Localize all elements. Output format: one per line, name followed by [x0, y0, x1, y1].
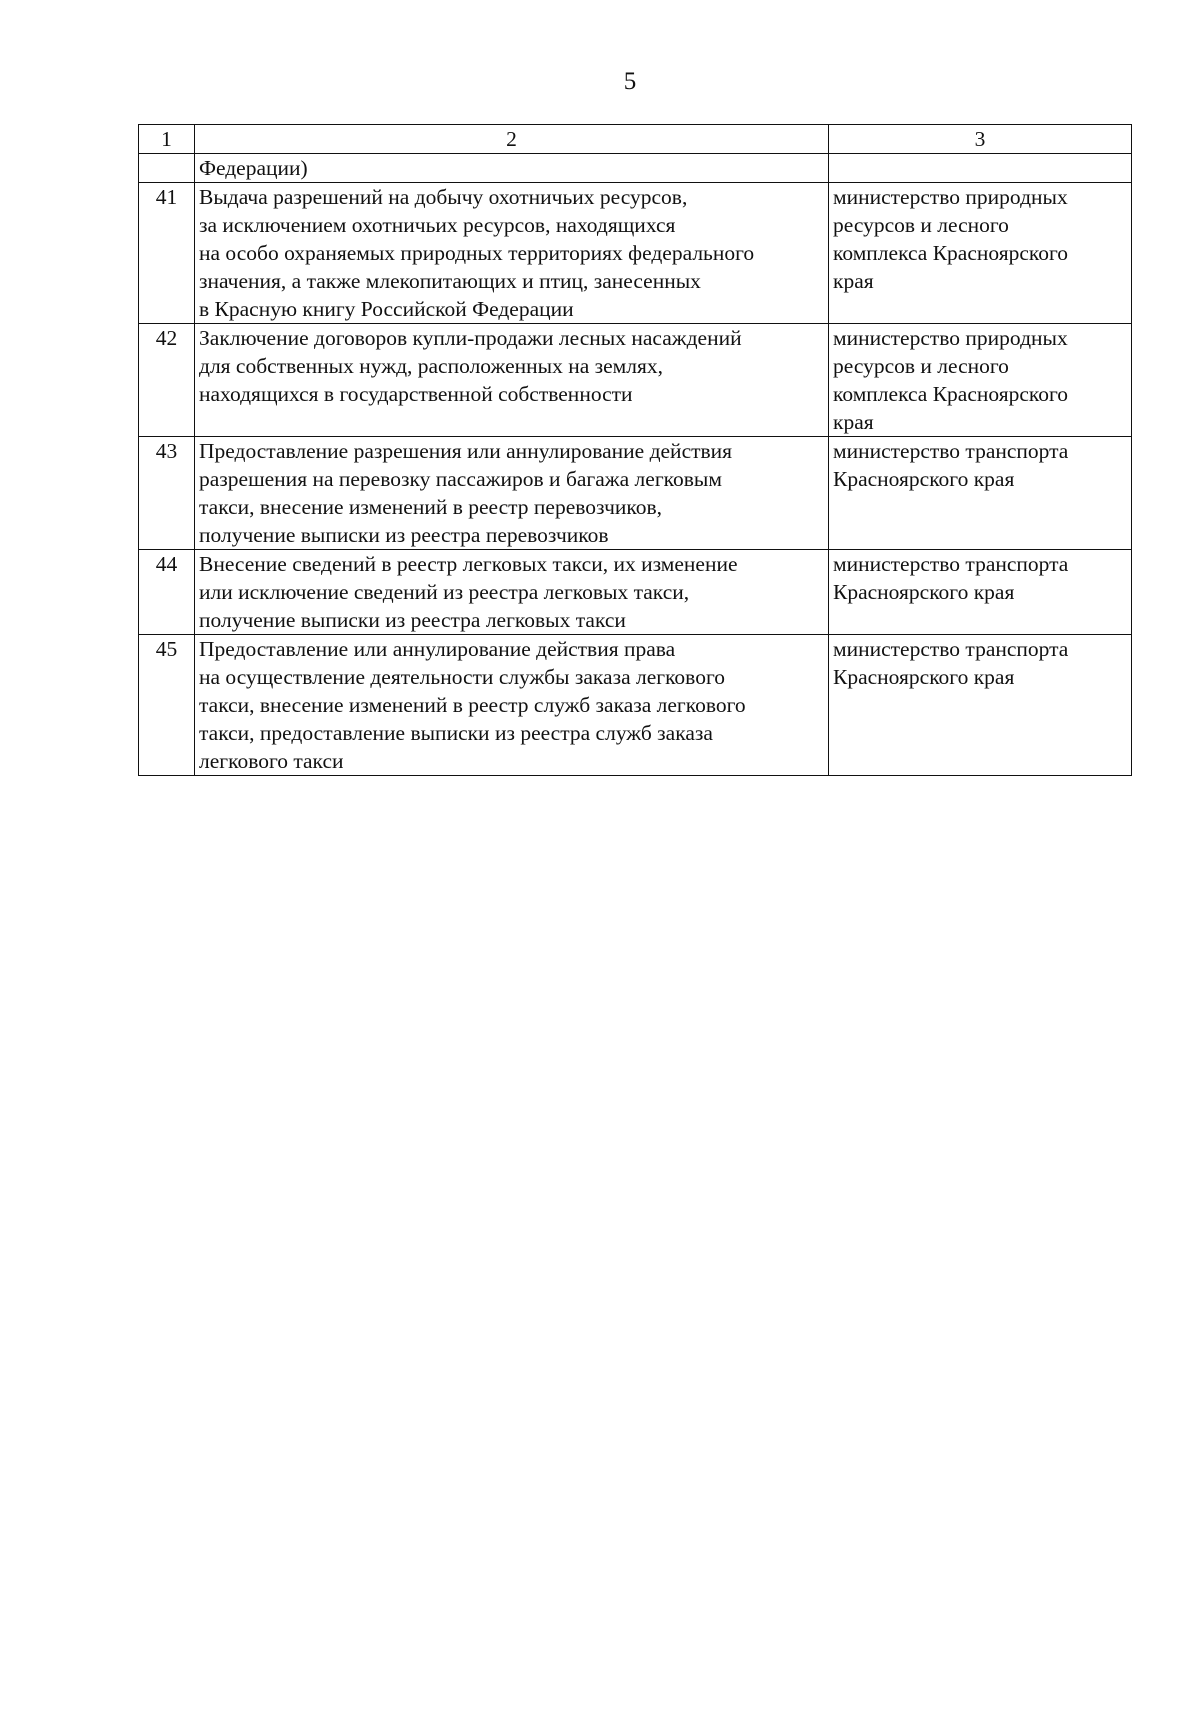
responsible-authority: министерство транспорта Красноярского края: [829, 550, 1132, 635]
row-number: [139, 154, 195, 183]
row-number: 44: [139, 550, 195, 635]
page-number: 5: [623, 68, 637, 95]
row-number: 45: [139, 635, 195, 776]
table-header-row: [139, 125, 1132, 154]
responsible-authority: министерство транспорта Красноярского края: [829, 437, 1132, 550]
service-description: Выдача разрешений на добычу охотничьих ресурсов, за исключением охотничьих ресурсов, находящихся на особо охраняемых природных территориях федерального значения, а также млекопитающих и птиц, занесенных в Красную книгу Российской Федерации: [195, 183, 829, 324]
column-header-authority: 3: [829, 125, 1132, 154]
service-description: Внесение сведений в реестр легковых такси, их изменение или исключение сведений из реестра легковых такси, получение выписки из реестра легковых такси: [195, 550, 829, 635]
responsible-authority: министерство природных ресурсов и лесного комплекса Красноярского края: [829, 324, 1132, 437]
row-number: 42: [139, 324, 195, 437]
column-header-service: 2: [195, 125, 829, 154]
service-description: Предоставление разрешения или аннулирование действия разрешения на перевозку пассажиров и багажа легковым такси, внесение изменений в реестр перевозчиков, получение выписки из реестра перевозчиков: [195, 437, 829, 550]
service-description: Заключение договоров купли-продажи лесных насаждений для собственных нужд, расположенных на землях, находящихся в государственной собственности: [195, 324, 829, 437]
column-header-number: 1: [139, 125, 195, 154]
services-table: [138, 124, 1132, 776]
table-row: [139, 324, 1132, 437]
table-row: [139, 183, 1132, 324]
responsible-authority: министерство транспорта Красноярского края: [829, 635, 1132, 776]
responsible-authority: [829, 154, 1132, 183]
row-number: 43: [139, 437, 195, 550]
responsible-authority: министерство природных ресурсов и лесного комплекса Красноярского края: [829, 183, 1132, 324]
table-row: [139, 437, 1132, 550]
table-row: [139, 635, 1132, 776]
table-row-continuation: [139, 154, 1132, 183]
service-description: Предоставление или аннулирование действия права на осуществление деятельности службы заказа легкового такси, внесение изменений в реестр служб заказа легкового такси, предоставление выписки из реестра служб заказа легкового такси: [195, 635, 829, 776]
service-description: Федерации): [195, 154, 829, 183]
table-row: [139, 550, 1132, 635]
row-number: 41: [139, 183, 195, 324]
